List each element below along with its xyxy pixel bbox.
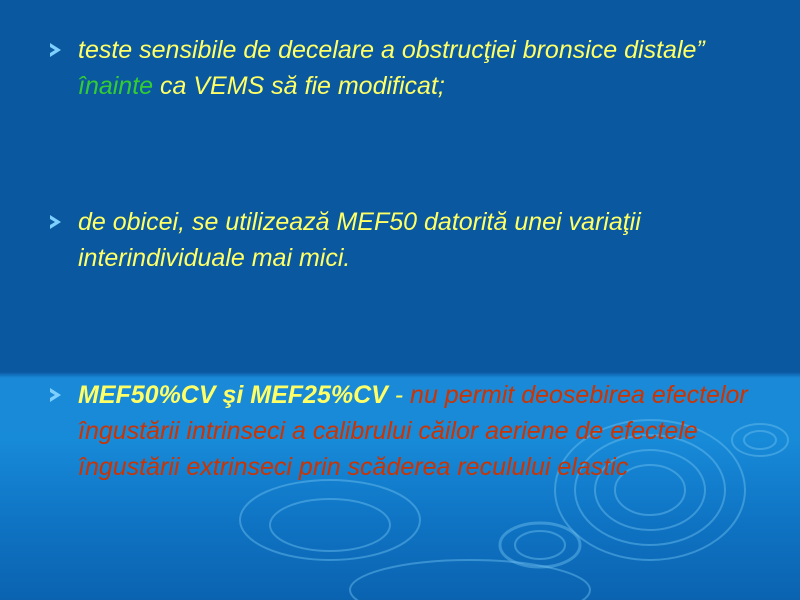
- bullet-text: de obicei, se utilizează MEF50 datorită unei variaţii interindividuale mai mici.: [78, 208, 641, 272]
- highlight-word: înainte: [78, 72, 154, 100]
- bold-term: MEF50%CV şi MEF25%CV: [78, 381, 388, 409]
- bullet-text-part: ca VEMS să fie modificat;: [153, 72, 445, 100]
- red-statement: nu permit deosebirea efectelor îngustării intrinseci a calibrului căilor aeriene de efectele îngustării extrinseci prin scăderea reculului elastic: [78, 381, 748, 481]
- arrow-bullet-icon: [50, 215, 61, 229]
- bullet-text-part: teste sensibile de decelare a obstrucţiei bronsice distale”: [78, 36, 705, 64]
- bullet-text: [78, 377, 770, 485]
- bullet-item-1: [50, 32, 770, 104]
- arrow-bullet-icon: [50, 388, 61, 402]
- bullet-text: [78, 32, 770, 104]
- bullet-item-2: [50, 204, 770, 276]
- dash-separator: -: [387, 381, 411, 409]
- bullet-item-3: [50, 377, 770, 485]
- arrow-bullet-icon: [50, 43, 61, 57]
